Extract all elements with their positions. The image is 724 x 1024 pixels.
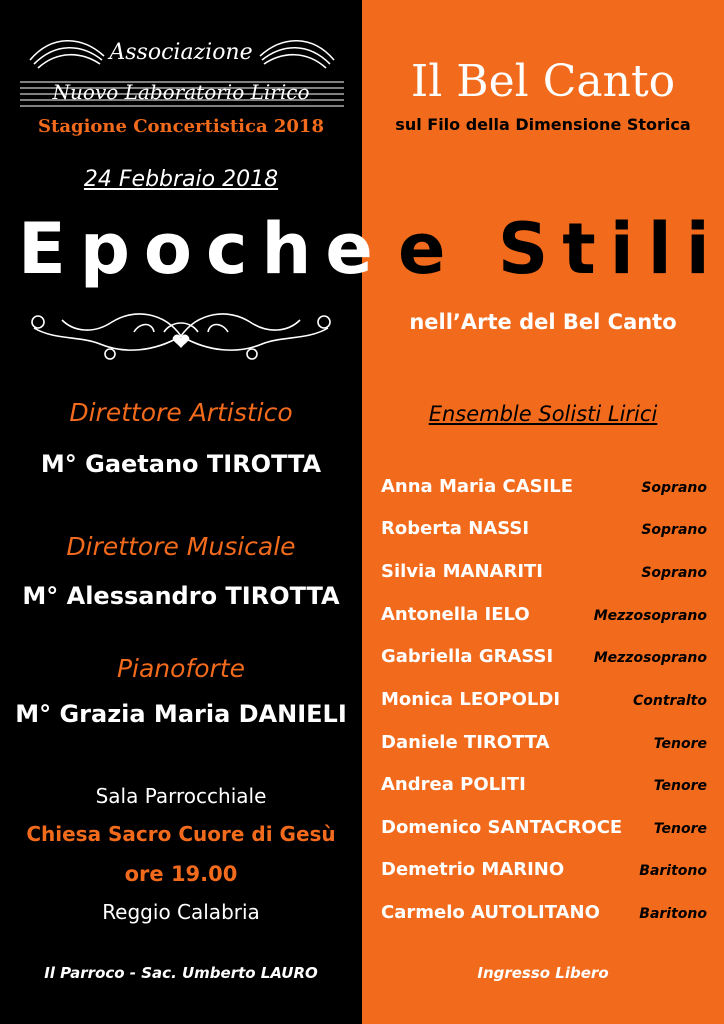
singer-voice: Mezzosoprano (593, 650, 707, 666)
singer-name: Demetrio MARINO (381, 859, 565, 880)
singer-voice: Tenore (653, 778, 707, 794)
association-name-line2: Nuovo Laboratorio Lirico (52, 80, 310, 104)
title-word-right: e Stili (398, 208, 724, 290)
list-item (381, 859, 707, 885)
singer-name: Anna Maria CASILE (381, 476, 574, 497)
venue-hall: Sala Parrocchiale (95, 784, 267, 808)
singer-voice: Soprano (641, 480, 707, 496)
credit-name-piano: M° Grazia Maria DANIELI (15, 700, 347, 728)
singer-name: Daniele TIROTTA (381, 732, 550, 753)
list-item (381, 476, 707, 502)
title-word-left: Epoche (18, 208, 387, 290)
list-item (381, 561, 707, 587)
singer-voice: Tenore (653, 736, 707, 752)
event-tagline: nell’Arte del Bel Canto (409, 310, 677, 334)
list-item (381, 817, 707, 843)
credit-role-piano: Pianoforte (116, 654, 246, 683)
credit-role-artistic: Direttore Artistico (69, 398, 293, 427)
parish-priest-credit: Il Parroco - Sac. Umberto LAURO (44, 964, 318, 982)
association-name-line1: Associazione (109, 40, 253, 65)
event-date: 24 Febbraio 2018 (83, 167, 279, 192)
list-item (381, 604, 707, 630)
singer-voice: Soprano (641, 565, 707, 581)
singer-name: Gabriella GRASSI (381, 646, 554, 667)
singer-voice: Tenore (653, 821, 707, 837)
singer-voice: Contralto (632, 693, 707, 709)
singer-name: Domenico SANTACROCE (381, 817, 623, 838)
credit-role-musical: Direttore Musicale (66, 532, 296, 561)
singer-voice: Baritono (639, 906, 707, 922)
credit-name-musical: M° Alessandro TIROTTA (22, 582, 340, 610)
season-label: Stagione Concertistica 2018 (38, 116, 324, 137)
venue-church: Chiesa Sacro Cuore di Gesù (26, 822, 336, 846)
list-item (381, 774, 707, 800)
singer-voice: Mezzosoprano (593, 608, 707, 624)
singer-name: Silvia MANARITI (381, 561, 543, 582)
list-item (381, 518, 707, 544)
list-item (381, 689, 707, 715)
singer-name: Antonella IELO (381, 604, 530, 625)
venue-city: Reggio Calabria (102, 900, 260, 924)
ensemble-heading: Ensemble Solisti Lirici (428, 402, 658, 426)
list-item (381, 902, 707, 928)
singer-name: Roberta NASSI (381, 518, 530, 539)
singer-name: Monica LEOPOLDI (381, 689, 561, 710)
singer-name: Andrea POLITI (381, 774, 526, 795)
ornament-flourish-icon (14, 292, 348, 372)
entry-note: Ingresso Libero (477, 964, 609, 982)
singer-name: Carmelo AUTOLITANO (381, 902, 600, 923)
singer-voice: Soprano (641, 522, 707, 538)
singer-voice: Baritono (639, 863, 707, 879)
event-series-subtitle: sul Filo della Dimensione Storica (395, 115, 691, 134)
list-item (381, 732, 707, 758)
credit-name-artistic: M° Gaetano TIROTTA (40, 450, 322, 478)
event-series-title: Il Bel Canto (410, 56, 676, 107)
list-item (381, 646, 707, 672)
event-time: ore 19.00 (124, 862, 238, 886)
